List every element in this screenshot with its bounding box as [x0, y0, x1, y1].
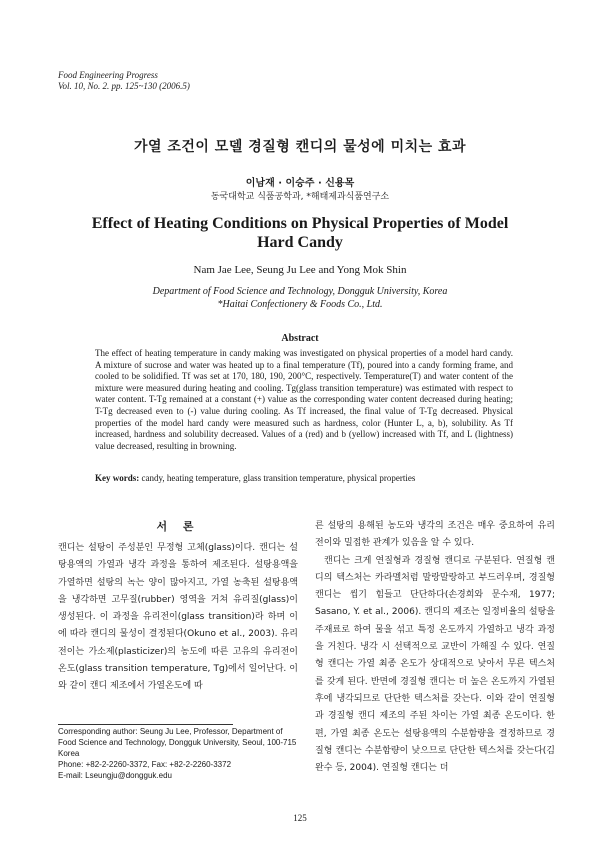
right-column-para1: 른 설탕의 용해된 농도와 냉각의 조건은 매우 중요하여 유리전이와 밀접한 관계가 있음을 알 수 있다.: [315, 521, 555, 549]
english-affiliation: [0, 285, 600, 311]
section-title: 서 론: [156, 520, 200, 533]
abstract-text: The effect of heating temperature in candy making was investigated on physical properties of a model hard candy. A mixture of sucrose and water was heated up to a final temperature (Tf), poured into a candy forming frame, and cooled to be solidified. Tf was set at 170, 180, 190, 200°C, respectively. Temperature(T) and water content of the mixture were measured during heating and cooling. Tg(glass transition temperature) was estimated with respect to water content. T-Tg remained at a constant (+) value as the corresponding water content decreased during heating; T-Tg decreased even to (-) value during cooling. As Tf increased, the final value of T-Tg decreased. Physical properties of the model hard candy were measured such as hardness, color (Hunter L, a, b), solubility. As Tf increased, hardness and solubility decreased. Values of a (red) and b (yellow) increased with Tf, and L (lightness) value decreased, resulting in browning.: [95, 348, 513, 451]
english-affiliation-line1: Department of Food Science and Technology, Dongguk University, Korea: [152, 286, 448, 297]
english-title: [0, 214, 600, 252]
english-affiliation-line2: *Haitai Confectionery & Foods Co., Ltd.: [217, 299, 383, 310]
english-title-line1: Effect of Heating Conditions on Physical Properties of Model: [91, 215, 509, 232]
right-column-para2: 캔디는 크게 연질형과 경질형 캔디로 구분된다. 연질형 캔디의 텍스처는 카라멜처럼 말랑말랑하고 부드러우며, 경질형 캔디는 씹기 힘들고 단단하다(손경희와 문수재, 1977; Sasano, Y. et al., 2006). 캔디의 제조는 일정비율의 설탕을 주재료로 하여 물을 섞고 특정 온도까지 가열하고 냉각 과정을 거친다. 냉각 시 선택적으로 교반이 가해질 수 있다. 연질형 캔디는 가열 최종 온도가 상대적으로 낮아서 무른 텍스처를 갖게 된다. 반면에 경질형 캔디는 더 높은 온도까지 가열된 후에 냉각되므로 단단한 텍스처를 갖는다. 이와 같이 연질형과 경질형 캔디 제조의 주된 차이는 가열 최종 온도이다. 한편, 가열 최종 온도는 설탕용액의 수분함량을 결정하므로 경질형 캔디는 수분함량이 낮으므로 단단한 텍스처를 갖는다(김완수 등, 2004). 연질형 캔디는 더: [315, 555, 555, 774]
keywords: [95, 473, 515, 483]
journal-name: Food Engineering Progress: [58, 70, 158, 80]
correspondence: [58, 726, 298, 781]
english-title-line2: Hard Candy: [257, 234, 343, 251]
korean-authors: 이남재 · 이승주 · 신용목: [245, 178, 355, 189]
left-column-text: 캔디는 설탕이 주성분인 무정형 고체(glass)이다. 캔디는 설탕용액의 가열과 냉각 과정을 통하여 제조된다. 설탕용액을 가열하면 설탕의 녹는 양이 많아지고, 가열 농축된 설탕용액을 냉각하면 고무질(rubber) 영역을 거쳐 유리질(glass)이 생성된다. 이 과정을 유리전이(glass transition)라 하며 이에 따라 캔디의 물성이 결정된다(Okuno et al., 2003). 유리전이는 가소제(plasticizer)의 농도에 따른 고유의 유리전이온도(glass transition temperature, Tg)에서 일어난다. 이와 같이 캔디 제조에서 가열온도에 따: [58, 543, 298, 692]
keywords-label: Key words:: [95, 473, 140, 483]
right-column: [315, 518, 555, 777]
journal-info: [58, 70, 190, 92]
footnote-rule: [58, 724, 233, 725]
korean-title: 가열 조건이 모델 경질형 캔디의 물성에 미치는 효과: [133, 139, 467, 155]
correspondence-email[interactable]: E-mail: Lseungju@dongguk.edu: [58, 771, 172, 780]
keywords-text: candy, heating temperature, glass transition temperature, physical properties: [139, 473, 416, 483]
abstract-heading: Abstract: [281, 333, 319, 344]
korean-affiliation: 동국대학교 식품공학과, *해태제과식품연구소: [210, 192, 390, 202]
english-authors: Nam Jae Lee, Seung Ju Lee and Yong Mok Shin: [193, 264, 407, 276]
journal-volume: Vol. 10, No. 2. pp. 125~130 (2006.5): [58, 81, 190, 91]
correspondence-author: Corresponding author: Seung Ju Lee, Professor, Department of Food Science and Technology, Dongguk University, Seoul, 100-715 Korea: [58, 727, 297, 758]
correspondence-phone: Phone: +82-2-2260-3372, Fax: +82-2-2260-3372: [58, 760, 232, 769]
page-number: 125: [293, 813, 307, 823]
